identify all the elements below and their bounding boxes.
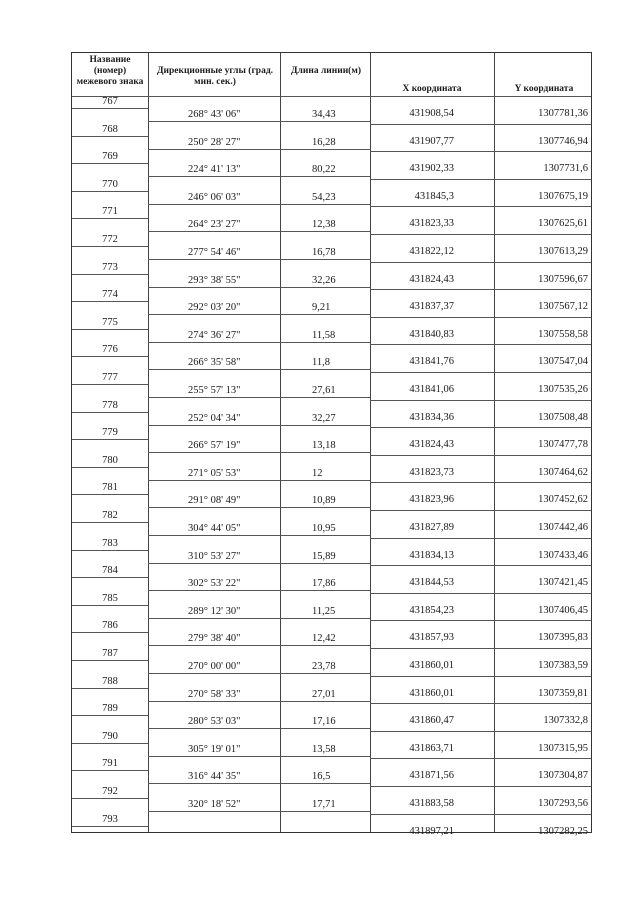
- row-rule: [148, 287, 370, 288]
- x-coordinate: 431841,06: [409, 384, 454, 395]
- row-rule: [148, 314, 370, 315]
- row-rule: [148, 535, 370, 536]
- mark-number: 769: [102, 151, 118, 163]
- direction-angle: 266° 35' 58": [188, 357, 241, 369]
- line-length: 15,89: [312, 550, 336, 562]
- mark-number: 775: [102, 316, 118, 328]
- x-coordinate: 431834,13: [409, 549, 454, 561]
- direction-angle: 320° 18' 52": [188, 799, 241, 810]
- mark-number: 771: [102, 206, 118, 218]
- y-coordinate: 1307477,78: [538, 439, 588, 451]
- y-coordinate: 1307535,26: [538, 384, 588, 395]
- direction-angle: 289° 12' 30": [188, 605, 241, 617]
- row-rule: [148, 342, 370, 343]
- x-coordinate: 431834,36: [409, 411, 454, 423]
- row-rule: [72, 522, 148, 523]
- direction-angle: 270° 58' 33": [188, 688, 241, 700]
- line-length: 10,95: [312, 523, 336, 534]
- direction-angle: 305° 19' 01": [188, 743, 241, 755]
- row-rule: [370, 344, 591, 345]
- row-rule: [148, 756, 370, 757]
- row-rule: [148, 590, 370, 591]
- line-length: 27,01: [312, 688, 336, 700]
- line-length: 11,58: [312, 329, 336, 341]
- row-rule: [370, 206, 591, 207]
- row-rule: [72, 356, 148, 357]
- mark-number: 787: [102, 648, 118, 659]
- line-length: 32,26: [312, 274, 336, 286]
- direction-angle: 304° 44' 05": [188, 523, 241, 534]
- mark-number: 790: [102, 730, 118, 742]
- x-coordinate: 431897,21: [409, 825, 454, 837]
- y-coordinate: 1307675,19: [538, 190, 588, 202]
- row-rule: [370, 482, 591, 483]
- row-rule: [148, 121, 370, 122]
- direction-angle: 277° 54' 46": [188, 247, 241, 258]
- x-coordinate: 431908,54: [409, 108, 454, 119]
- row-rule: [370, 510, 591, 511]
- row-rule: [148, 728, 370, 729]
- mark-number: 779: [102, 427, 118, 439]
- row-rule: [148, 701, 370, 702]
- row-rule: [370, 703, 591, 704]
- row-rule: [148, 811, 370, 812]
- mark-number: 793: [102, 813, 118, 825]
- column-divider: [148, 53, 149, 832]
- direction-angle: 268° 43' 06": [188, 109, 241, 120]
- mark-number: 770: [102, 178, 118, 190]
- direction-angle: 291° 08' 49": [188, 495, 241, 507]
- row-rule: [72, 715, 148, 716]
- row-rule: [148, 507, 370, 508]
- mark-number: 791: [102, 758, 118, 770]
- row-rule: [72, 329, 148, 330]
- x-coordinate: 431824,43: [409, 439, 454, 451]
- direction-angle: 292° 03' 20": [188, 302, 241, 314]
- row-rule: [72, 826, 148, 827]
- row-rule: [148, 480, 370, 481]
- row-rule: [370, 455, 591, 456]
- row-rule: [72, 660, 148, 661]
- y-coordinate: 1307421,45: [538, 577, 588, 589]
- row-rule: [72, 550, 148, 551]
- mark-number: 774: [102, 289, 118, 301]
- header-line-length: Длина линии(м): [291, 66, 361, 76]
- row-rule: [72, 136, 148, 137]
- line-length: 80,22: [312, 164, 336, 176]
- mark-number: 776: [102, 344, 118, 356]
- row-rule: [148, 259, 370, 260]
- y-coordinate: 1307293,56: [538, 798, 588, 809]
- y-coordinate: 1307558,58: [538, 328, 588, 340]
- direction-angle: 310° 53' 27": [188, 550, 241, 562]
- mark-number: 781: [102, 482, 118, 494]
- header-y-coordinate: Y координата: [514, 84, 574, 94]
- direction-angle: 224° 41' 13": [188, 164, 241, 176]
- x-coordinate: 431823,33: [409, 218, 454, 230]
- mark-number: 792: [102, 786, 118, 797]
- y-coordinate: 1307508,48: [538, 411, 588, 423]
- mark-number: 773: [102, 261, 118, 273]
- row-rule: [72, 218, 148, 219]
- mark-number: 767: [102, 96, 118, 107]
- line-length: 17,16: [312, 716, 336, 728]
- x-coordinate: 431871,56: [409, 770, 454, 782]
- direction-angle: 264° 23' 27": [188, 219, 241, 231]
- y-coordinate: 1307406,45: [538, 604, 588, 616]
- x-coordinate: 431902,33: [409, 163, 454, 175]
- column-divider: [280, 53, 281, 832]
- header-mark-name: Название (номер) межевого знака: [76, 55, 144, 87]
- row-rule: [148, 369, 370, 370]
- row-rule: [72, 246, 148, 247]
- header-rule: [72, 96, 591, 97]
- direction-angle: 266° 57' 19": [188, 440, 241, 452]
- y-coordinate: 1307567,12: [538, 301, 588, 313]
- row-rule: [370, 234, 591, 235]
- header-direction-angle: Дирекционные углы (град. мин. сек.): [156, 66, 274, 87]
- row-rule: [72, 577, 148, 578]
- direction-angle: 274° 36' 27": [188, 329, 241, 341]
- y-coordinate: 1307625,61: [538, 218, 588, 230]
- line-length: 11,25: [312, 605, 336, 617]
- row-rule: [72, 467, 148, 468]
- row-rule: [72, 274, 148, 275]
- line-length: 54,23: [312, 191, 336, 203]
- y-coordinate: 1307433,46: [538, 549, 588, 561]
- line-length: 13,58: [312, 743, 336, 755]
- line-length: 16,78: [312, 247, 336, 258]
- mark-number: 788: [102, 675, 118, 687]
- mark-number: 782: [102, 510, 118, 521]
- mark-number: 784: [102, 565, 118, 577]
- row-rule: [370, 814, 591, 815]
- row-rule: [148, 618, 370, 619]
- y-coordinate: 1307613,29: [538, 246, 588, 257]
- row-rule: [72, 743, 148, 744]
- x-coordinate: 431823,73: [409, 466, 454, 478]
- row-rule: [72, 494, 148, 495]
- x-coordinate: 431840,83: [409, 328, 454, 340]
- x-coordinate: 431854,23: [409, 604, 454, 616]
- row-rule: [148, 204, 370, 205]
- row-rule: [148, 231, 370, 232]
- row-rule: [370, 786, 591, 787]
- direction-angle: 255° 57' 13": [188, 385, 241, 396]
- line-length: 34,43: [312, 109, 336, 120]
- line-length: 12,42: [312, 633, 336, 645]
- row-rule: [72, 108, 148, 109]
- row-rule: [370, 731, 591, 732]
- row-rule: [148, 645, 370, 646]
- direction-angle: 302° 53' 22": [188, 578, 241, 590]
- direction-angle: 250° 28' 27": [188, 136, 241, 148]
- y-coordinate: 1307547,04: [538, 356, 588, 368]
- row-rule: [72, 191, 148, 192]
- row-rule: [148, 673, 370, 674]
- row-rule: [148, 425, 370, 426]
- row-rule: [370, 124, 591, 125]
- x-coordinate: 431863,71: [409, 742, 454, 754]
- line-length: 17,71: [312, 799, 336, 810]
- x-coordinate: 431837,37: [409, 301, 454, 313]
- row-rule: [72, 688, 148, 689]
- line-length: 23,78: [312, 661, 336, 672]
- x-coordinate: 431844,53: [409, 577, 454, 589]
- row-rule: [370, 538, 591, 539]
- x-coordinate: 431823,96: [409, 494, 454, 506]
- mark-number: 780: [102, 454, 118, 466]
- mark-number: 772: [102, 234, 118, 245]
- y-coordinate: 1307452,62: [538, 494, 588, 506]
- y-coordinate: 1307304,87: [538, 770, 588, 782]
- x-coordinate: 431860,47: [409, 715, 454, 727]
- y-coordinate: 1307464,62: [538, 466, 588, 478]
- x-coordinate: 431857,93: [409, 632, 454, 644]
- mark-number: 785: [102, 592, 118, 604]
- row-rule: [370, 676, 591, 677]
- row-rule: [148, 783, 370, 784]
- x-coordinate: 431845,3: [414, 190, 454, 202]
- line-length: 12,38: [312, 219, 336, 231]
- line-length: 17,86: [312, 578, 336, 590]
- x-coordinate: 431824,43: [409, 273, 454, 285]
- row-rule: [148, 397, 370, 398]
- row-rule: [72, 798, 148, 799]
- header-x-coordinate: X координата: [402, 84, 462, 94]
- y-coordinate: 1307282,25: [538, 825, 588, 837]
- mark-number: 778: [102, 399, 118, 411]
- row-rule: [72, 163, 148, 164]
- line-length: 13,18: [312, 440, 336, 452]
- row-rule: [148, 149, 370, 150]
- row-rule: [72, 412, 148, 413]
- direction-angle: 246° 06' 03": [188, 191, 241, 203]
- y-coordinate: 1307395,83: [538, 632, 588, 644]
- row-rule: [370, 427, 591, 428]
- row-rule: [370, 179, 591, 180]
- line-length: 16,5: [312, 771, 331, 783]
- y-coordinate: 1307731,6: [543, 163, 588, 175]
- column-divider: [494, 53, 495, 832]
- y-coordinate: 1307383,59: [538, 660, 588, 671]
- row-rule: [370, 262, 591, 263]
- line-length: 11,8: [312, 357, 330, 369]
- row-rule: [370, 400, 591, 401]
- row-rule: [148, 563, 370, 564]
- mark-number: 786: [102, 620, 118, 632]
- row-rule: [148, 176, 370, 177]
- row-rule: [370, 372, 591, 373]
- direction-angle: 252° 04' 34": [188, 412, 241, 424]
- x-coordinate: 431841,76: [409, 356, 454, 368]
- direction-angle: 279° 38' 40": [188, 633, 241, 645]
- y-coordinate: 1307781,36: [538, 108, 588, 119]
- y-coordinate: 1307315,95: [538, 742, 588, 754]
- y-coordinate: 1307332,8: [543, 715, 588, 727]
- x-coordinate: 431860,01: [409, 687, 454, 699]
- direction-angle: 293° 38' 55": [188, 274, 241, 286]
- row-rule: [370, 758, 591, 759]
- line-length: 9,21: [312, 302, 331, 314]
- x-coordinate: 431907,77: [409, 135, 454, 147]
- mark-number: 768: [102, 123, 118, 135]
- column-divider: [370, 53, 371, 832]
- line-length: 12: [312, 467, 323, 479]
- row-rule: [72, 439, 148, 440]
- mark-number: 777: [102, 372, 118, 383]
- x-coordinate: 431883,58: [409, 798, 454, 809]
- row-rule: [72, 605, 148, 606]
- row-rule: [370, 289, 591, 290]
- row-rule: [370, 317, 591, 318]
- x-coordinate: 431860,01: [409, 660, 454, 671]
- row-rule: [72, 770, 148, 771]
- mark-number: 783: [102, 537, 118, 549]
- y-coordinate: 1307359,81: [538, 687, 588, 699]
- y-coordinate: 1307746,94: [538, 135, 588, 147]
- direction-angle: 280° 53' 03": [188, 716, 241, 728]
- y-coordinate: 1307596,67: [538, 273, 588, 285]
- row-rule: [72, 632, 148, 633]
- row-rule: [370, 565, 591, 566]
- mark-number: 789: [102, 703, 118, 715]
- x-coordinate: 431827,89: [409, 522, 454, 533]
- direction-angle: 271° 05' 53": [188, 467, 241, 479]
- direction-angle: 270° 00' 00": [188, 661, 241, 672]
- row-rule: [370, 593, 591, 594]
- line-length: 10,89: [312, 495, 336, 507]
- x-coordinate: 431822,12: [409, 246, 454, 257]
- row-rule: [148, 452, 370, 453]
- direction-angle: 316° 44' 35": [188, 771, 241, 783]
- row-rule: [370, 648, 591, 649]
- line-length: 32,27: [312, 412, 336, 424]
- line-length: 16,28: [312, 136, 336, 148]
- row-rule: [72, 384, 148, 385]
- boundary-coordinates-table: [71, 52, 592, 837]
- row-rule: [370, 151, 591, 152]
- row-rule: [370, 620, 591, 621]
- y-coordinate: 1307442,46: [538, 522, 588, 533]
- line-length: 27,61: [312, 385, 336, 396]
- row-rule: [72, 301, 148, 302]
